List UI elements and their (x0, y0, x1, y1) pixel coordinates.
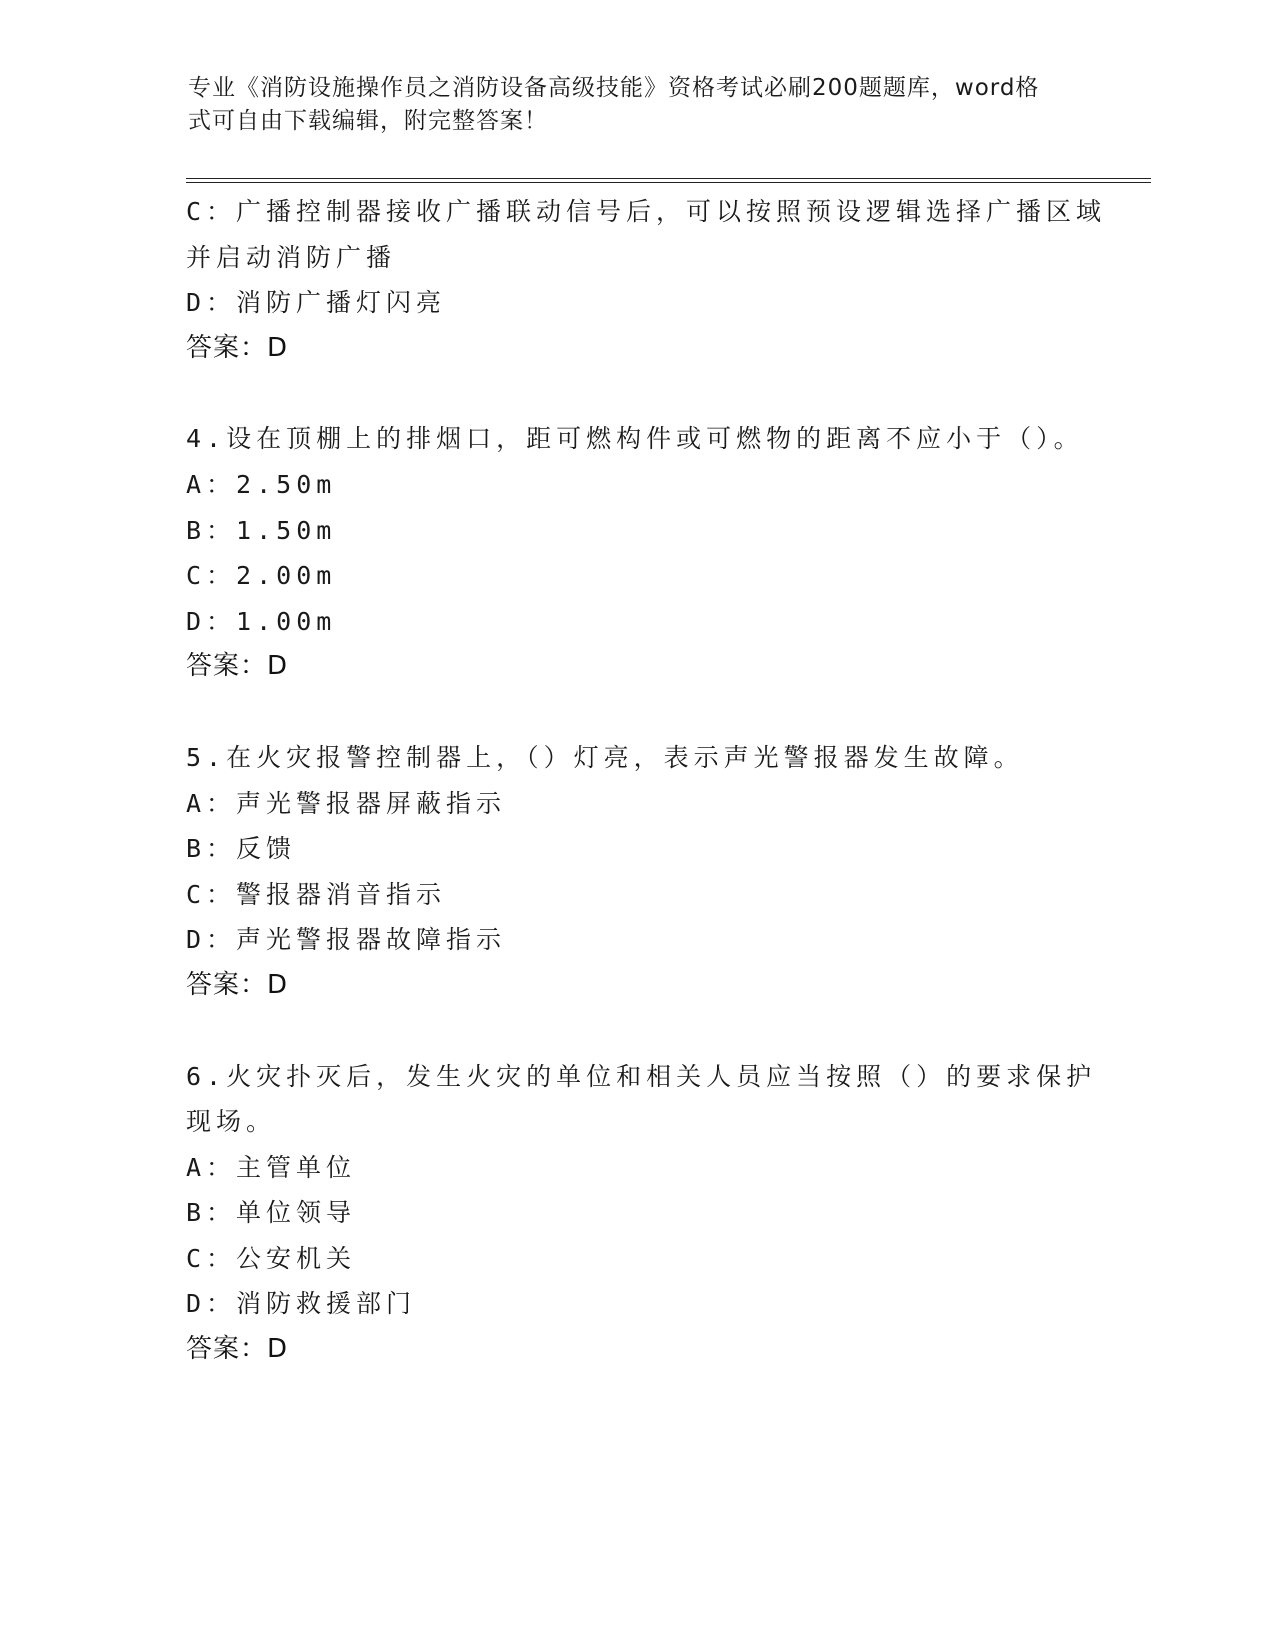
answer-label: 答案：D (186, 332, 289, 363)
option-c: C：警报器消音指示 (186, 879, 447, 909)
option-b: B：反馈 (186, 834, 297, 864)
option-b: B：单位领导 (186, 1198, 357, 1228)
option-a: A：2.50m (186, 469, 337, 499)
option-a: A：主管单位 (186, 1152, 357, 1182)
header-divider-thin (186, 182, 1151, 183)
question-stem: 4.设在顶棚上的排烟口，距可燃构件或可燃物的距离不应小于（）。 (186, 424, 1084, 454)
header-line-2: 式可自由下载编辑，附完整答案！ (188, 108, 548, 134)
question-4 (186, 416, 1086, 690)
question-stem: 5.在火灾报警控制器上，（）灯亮，表示声光警报器发生故障。 (186, 742, 1024, 772)
option-c: C：公安机关 (186, 1243, 357, 1273)
spacer (186, 1009, 1086, 1054)
document-header (188, 72, 1068, 138)
spacer (186, 690, 1086, 735)
option-d: D：消防救援部门 (186, 1289, 417, 1319)
option-c: C：广播控制器接收广播联动信号后，可以按照预设逻辑选择广播区域 (186, 197, 1107, 226)
question-stem: 6.火灾扑灭后，发生火灾的单位和相关人员应当按照（）的要求保护 (186, 1061, 1097, 1091)
question-list (186, 189, 1107, 1373)
header-divider-thick (186, 178, 1151, 179)
header-line-1: 专业《消防设施操作员之消防设备高级技能》资格考试必刷200题题库，word格 (188, 75, 1040, 101)
question-stem-continued: 现场。 (186, 1107, 277, 1137)
option-d: D：消防广播灯闪亮 (186, 288, 447, 318)
spacer (186, 371, 1086, 416)
option-b: B：1.50m (186, 515, 337, 545)
question-3-continued (186, 189, 1107, 371)
option-a: A：声光警报器屏蔽指示 (186, 788, 507, 818)
answer-label: 答案：D (186, 969, 289, 1000)
answer-label: 答案：D (186, 651, 289, 682)
question-6 (186, 1054, 1097, 1373)
option-d: D：声光警报器故障指示 (186, 925, 507, 955)
option-c: C：2.00m (186, 561, 337, 591)
question-5 (186, 735, 1086, 1009)
option-d: D：1.00m (186, 606, 337, 636)
answer-label: 答案：D (186, 1334, 289, 1365)
option-c-continued: 并启动消防广播 (186, 242, 397, 272)
